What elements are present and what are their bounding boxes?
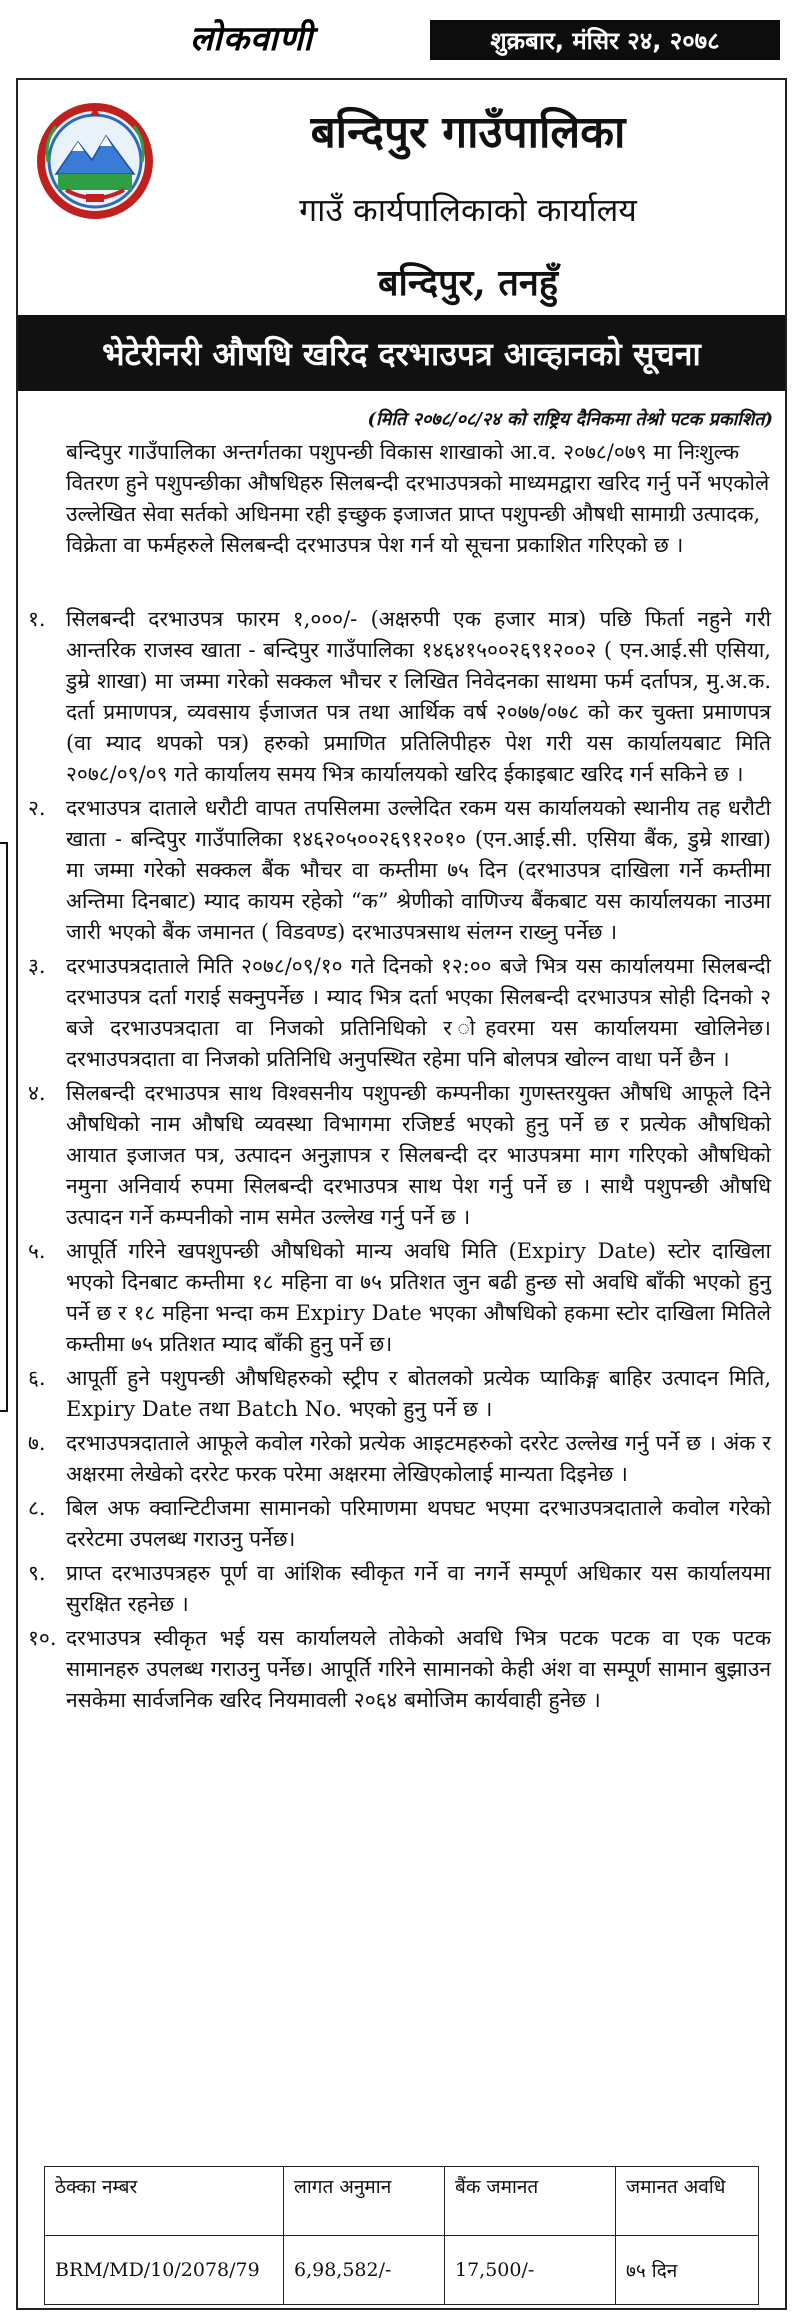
clause-5	[18, 1236, 785, 1360]
clause-number: ४.	[28, 1081, 46, 1105]
clause-8	[18, 1493, 785, 1555]
clause-text: सिलबन्दी दरभाउपत्र साथ विश्वसनीय पशुपन्छी कम्पनीका गुणस्तरयुक्त औषधि आफूले दिने औषधिको नाम औषधि व्यवस्था विभागमा रजिष्टर्ड भएको हुनु पर्ने छ र प्रत्येक औषधिको आयात इजाजत पत्र, उत्पादन अनुज्ञापत्र र सिलबन्दी दर भाउपत्रमा माग गरिएको औषधिको नमुना अनिवार्य रुपमा सिलबन्दी दरभाउपत्र साथ पेश गर्नु पर्ने छ । साथै पशुपन्छी औषधि उत्पादन गर्ने कम्पनीको नाम समेत उल्लेख गर्नु पर्ने छ ।	[66, 1081, 771, 1229]
notice-title: भेटेरीनरी औषधि खरिद दरभाउपत्र आव्हानको सूचना	[18, 315, 785, 391]
clause-6	[18, 1363, 785, 1425]
masthead	[0, 0, 805, 64]
clause-4	[18, 1078, 785, 1233]
organization-name: बन्दिपुर गाउँपालिका	[310, 107, 626, 158]
clause-text: सिलबन्दी दरभाउपत्र फारम १,०००/- (अक्षरुपी एक हजार मात्र) पछि फिर्ता नहुने गरी आन्तरिक राजस्व खाता - बन्दिपुर गाउँपालिका १४६४१५००२६९१२००२ ( एन.आई.सी एसिया, डुम्रे शाखा) मा जम्मा गरेको सक्कल भौचर र लिखित निवेदनका साथमा फर्म दर्तापत्र, मु.अ.क. दर्ता प्रमाणपत्र, व्यवसाय ईजाजत पत्र तथा आर्थिक वर्ष २०७७/०७८ को कर चुक्ता प्रमाणपत्र (वा म्याद थपको पत्र) हरुको प्रमाणित प्रतिलिपीहरु पेश गरी यस कार्यालयबाट मिति २०७८/०९/०९ गते कार्यालय समय भित्र कार्यालयको खरिद ईकाइबाट खरिद गर्न सकिने छ ।	[66, 607, 771, 786]
header-guarantee-period: जमानत अवधि	[616, 2167, 759, 2236]
newspaper-brand: लोकवाणी	[190, 19, 314, 59]
clause-2	[18, 793, 785, 948]
clause-number: ९.	[28, 1561, 46, 1585]
clause-text: आपूर्ती हुने पशुपन्छी औषधिहरुको स्ट्रीप र बोतलको प्रत्येक प्याकिङ्ग बाहिर उत्पादन मिति, Expiry Date तथा Batch No. भएको हुनु पर्ने छ ।	[66, 1366, 771, 1421]
clause-7	[18, 1428, 785, 1490]
clause-text: दरभाउपत्रदाताले मिति २०७८/०९/१० गते दिनको १२:०० बजे भित्र यस कार्यालयमा सिलबन्दी दरभाउपत्र दर्ता गराई सक्नुपर्नेछ । म्याद भित्र दर्ता भएका सिलबन्दी दरभाउपत्र सोही दिनको २ बजे दरभाउपत्रदाता वा निजको प्रतिनिधिको र ोहवरमा यस कार्यालयमा खोलिनेछ। दरभाउपत्रदाता वा निजको प्रतिनिधि अनुपस्थित रहेमा पनि बोलपत्र खोल्न वाधा पर्ने छैन ।	[66, 954, 771, 1071]
header-contract-no: ठेक्का नम्बर	[45, 2167, 284, 2236]
clause-text: प्राप्त दरभाउपत्रहरु पूर्ण वा आंशिक स्वीकृत गर्ने वा नगर्ने सम्पूर्ण अधिकार यस कार्यालयमा सुरक्षित रहनेछ ।	[66, 1561, 771, 1616]
guarantee-period-cell: ७५ दिन	[616, 2236, 759, 2305]
contract-no-cell: BRM/MD/10/2078/79	[45, 2236, 284, 2305]
clause-1	[18, 604, 785, 790]
clause-text: दरभाउपत्रदाताले आफूले कवोल गरेको प्रत्येक आइटमहरुको दररेट उल्लेख गर्नु पर्ने छ । अंक र अक्षरमा लेखेको दररेट फरक परेमा अक्षरमा लेखिएकोलाई मान्यता दिइनेछ ।	[66, 1431, 771, 1486]
table-header-row	[45, 2167, 759, 2236]
clause-number: २.	[28, 796, 46, 820]
clause-number: १.	[28, 607, 46, 631]
header-bank-guarantee: बैंक जमानत	[445, 2167, 616, 2236]
notice-box	[16, 78, 787, 2310]
issue-date: शुक्रबार, मंसिर २४, २०७८	[430, 20, 780, 60]
publication-note: (मिति २०७८/०८/२४ को राष्ट्रिय दैनिकमा तेश्रो पटक प्रकाशित)	[367, 409, 773, 430]
clause-text: दरभाउपत्र स्वीकृत भई यस कार्यालयले तोकेको अवधि भित्र पटक पटक वा एक पटक सामानहरु उपलब्ध गराउनु पर्नेछ। आपूर्ति गरिने सामानको केही अंश वा सम्पूर्ण सामान बुझाउन नसकेमा सार्वजनिक खरिद नियमावली २०६४ बमोजिम कार्यवाही हुनेछ ।	[66, 1626, 771, 1712]
office-location: बन्दिपुर, तनहुँ	[378, 262, 558, 304]
clause-number: १०.	[28, 1626, 57, 1650]
clause-list	[18, 604, 785, 1719]
clause-number: ५.	[28, 1239, 46, 1263]
clause-number: ८.	[28, 1496, 46, 1520]
intro-paragraph: बन्दिपुर गाउँपालिका अन्तर्गतका पशुपन्छी विकास शाखाको आ.व. २०७८/०७९ मा निःशुल्क वितरण हुने पशुपन्छीका औषधिहरु सिलबन्दी दरभाउपत्रको माध्यमद्वारा खरिद गर्नु पर्ने भएकोले उल्लेखित सेवा सर्तको अधिनमा रही इच्छुक इजाजत प्राप्त पशुपन्छी औषधी सामाग्री उत्पादक, विक्रेता वा फर्महरुले सिलबन्दी दरभाउपत्र पेश गर्न यो सूचना प्रकाशित गरिएको छ ।	[66, 440, 770, 557]
clause-10	[18, 1623, 785, 1716]
clause-number: ६.	[28, 1366, 46, 1390]
clause-text: आपूर्ति गरिने खपशुपन्छी औषधिको मान्य अवधि मिति (Expiry Date) स्टोर दाखिला भएको दिनबाट कम्तीमा १८ महिना वा ७५ प्रतिशत जुन बढी हुन्छ सो अवधि बाँकी भएको हुनु पर्ने छ र १८ महिना भन्दा कम Expiry Date भएका औषधिको हकमा स्टोर दाखिला मितिले कम्तीमा ७५ प्रतिशत म्याद बाँकी हुनु पर्ने छ।	[66, 1239, 771, 1356]
header-cost-estimate: लागत अनुमान	[284, 2167, 445, 2236]
clause-text: बिल अफ क्वान्टिटीजमा सामानको परिमाणमा थपघट भएमा दरभाउपत्रदाताले कवोल गरेको दररेटमा उपलब्ध गराउनु पर्नेछ।	[66, 1496, 771, 1551]
table-row	[45, 2236, 759, 2305]
clause-text: दरभाउपत्र दाताले धरौटी वापत तपसिलमा उल्लेदित रकम यस कार्यालयको स्थानीय तह धरौटी खाता - बन्दिपुर गाउँपालिका १४६२०५००२६९१२०१० (एन.आई.सी. एसिया बैंक, डुम्रे शाखा) मा जम्मा गरेको सक्कल बैंक भौचर वा कम्तीमा ७५ दिन (दरभाउपत्र दाखिला गर्ने कम्तीमा अन्तिमा दिनबाट) म्याद कायम रहेको “क” श्रेणीको वाणिज्य बैंकबाट यस कार्यालयका नाउमा जारी भएको बैंक जमानत ( विडवण्ड) दरभाउपत्रसाथ संलग्न राख्नु पर्नेछ ।	[66, 796, 771, 944]
clause-number: ७.	[28, 1431, 46, 1455]
clause-3	[18, 951, 785, 1075]
tender-table	[44, 2166, 759, 2305]
municipality-emblem-icon	[36, 102, 154, 220]
cost-estimate-cell: 6,98,582/-	[284, 2236, 445, 2305]
office-name: गाउँ कार्यपालिकाको कार्यालय	[299, 191, 637, 229]
clause-number: ३.	[28, 954, 46, 978]
page-edge-mark	[0, 842, 8, 1412]
bank-guarantee-cell: 17,500/-	[445, 2236, 616, 2305]
clause-9	[18, 1558, 785, 1620]
